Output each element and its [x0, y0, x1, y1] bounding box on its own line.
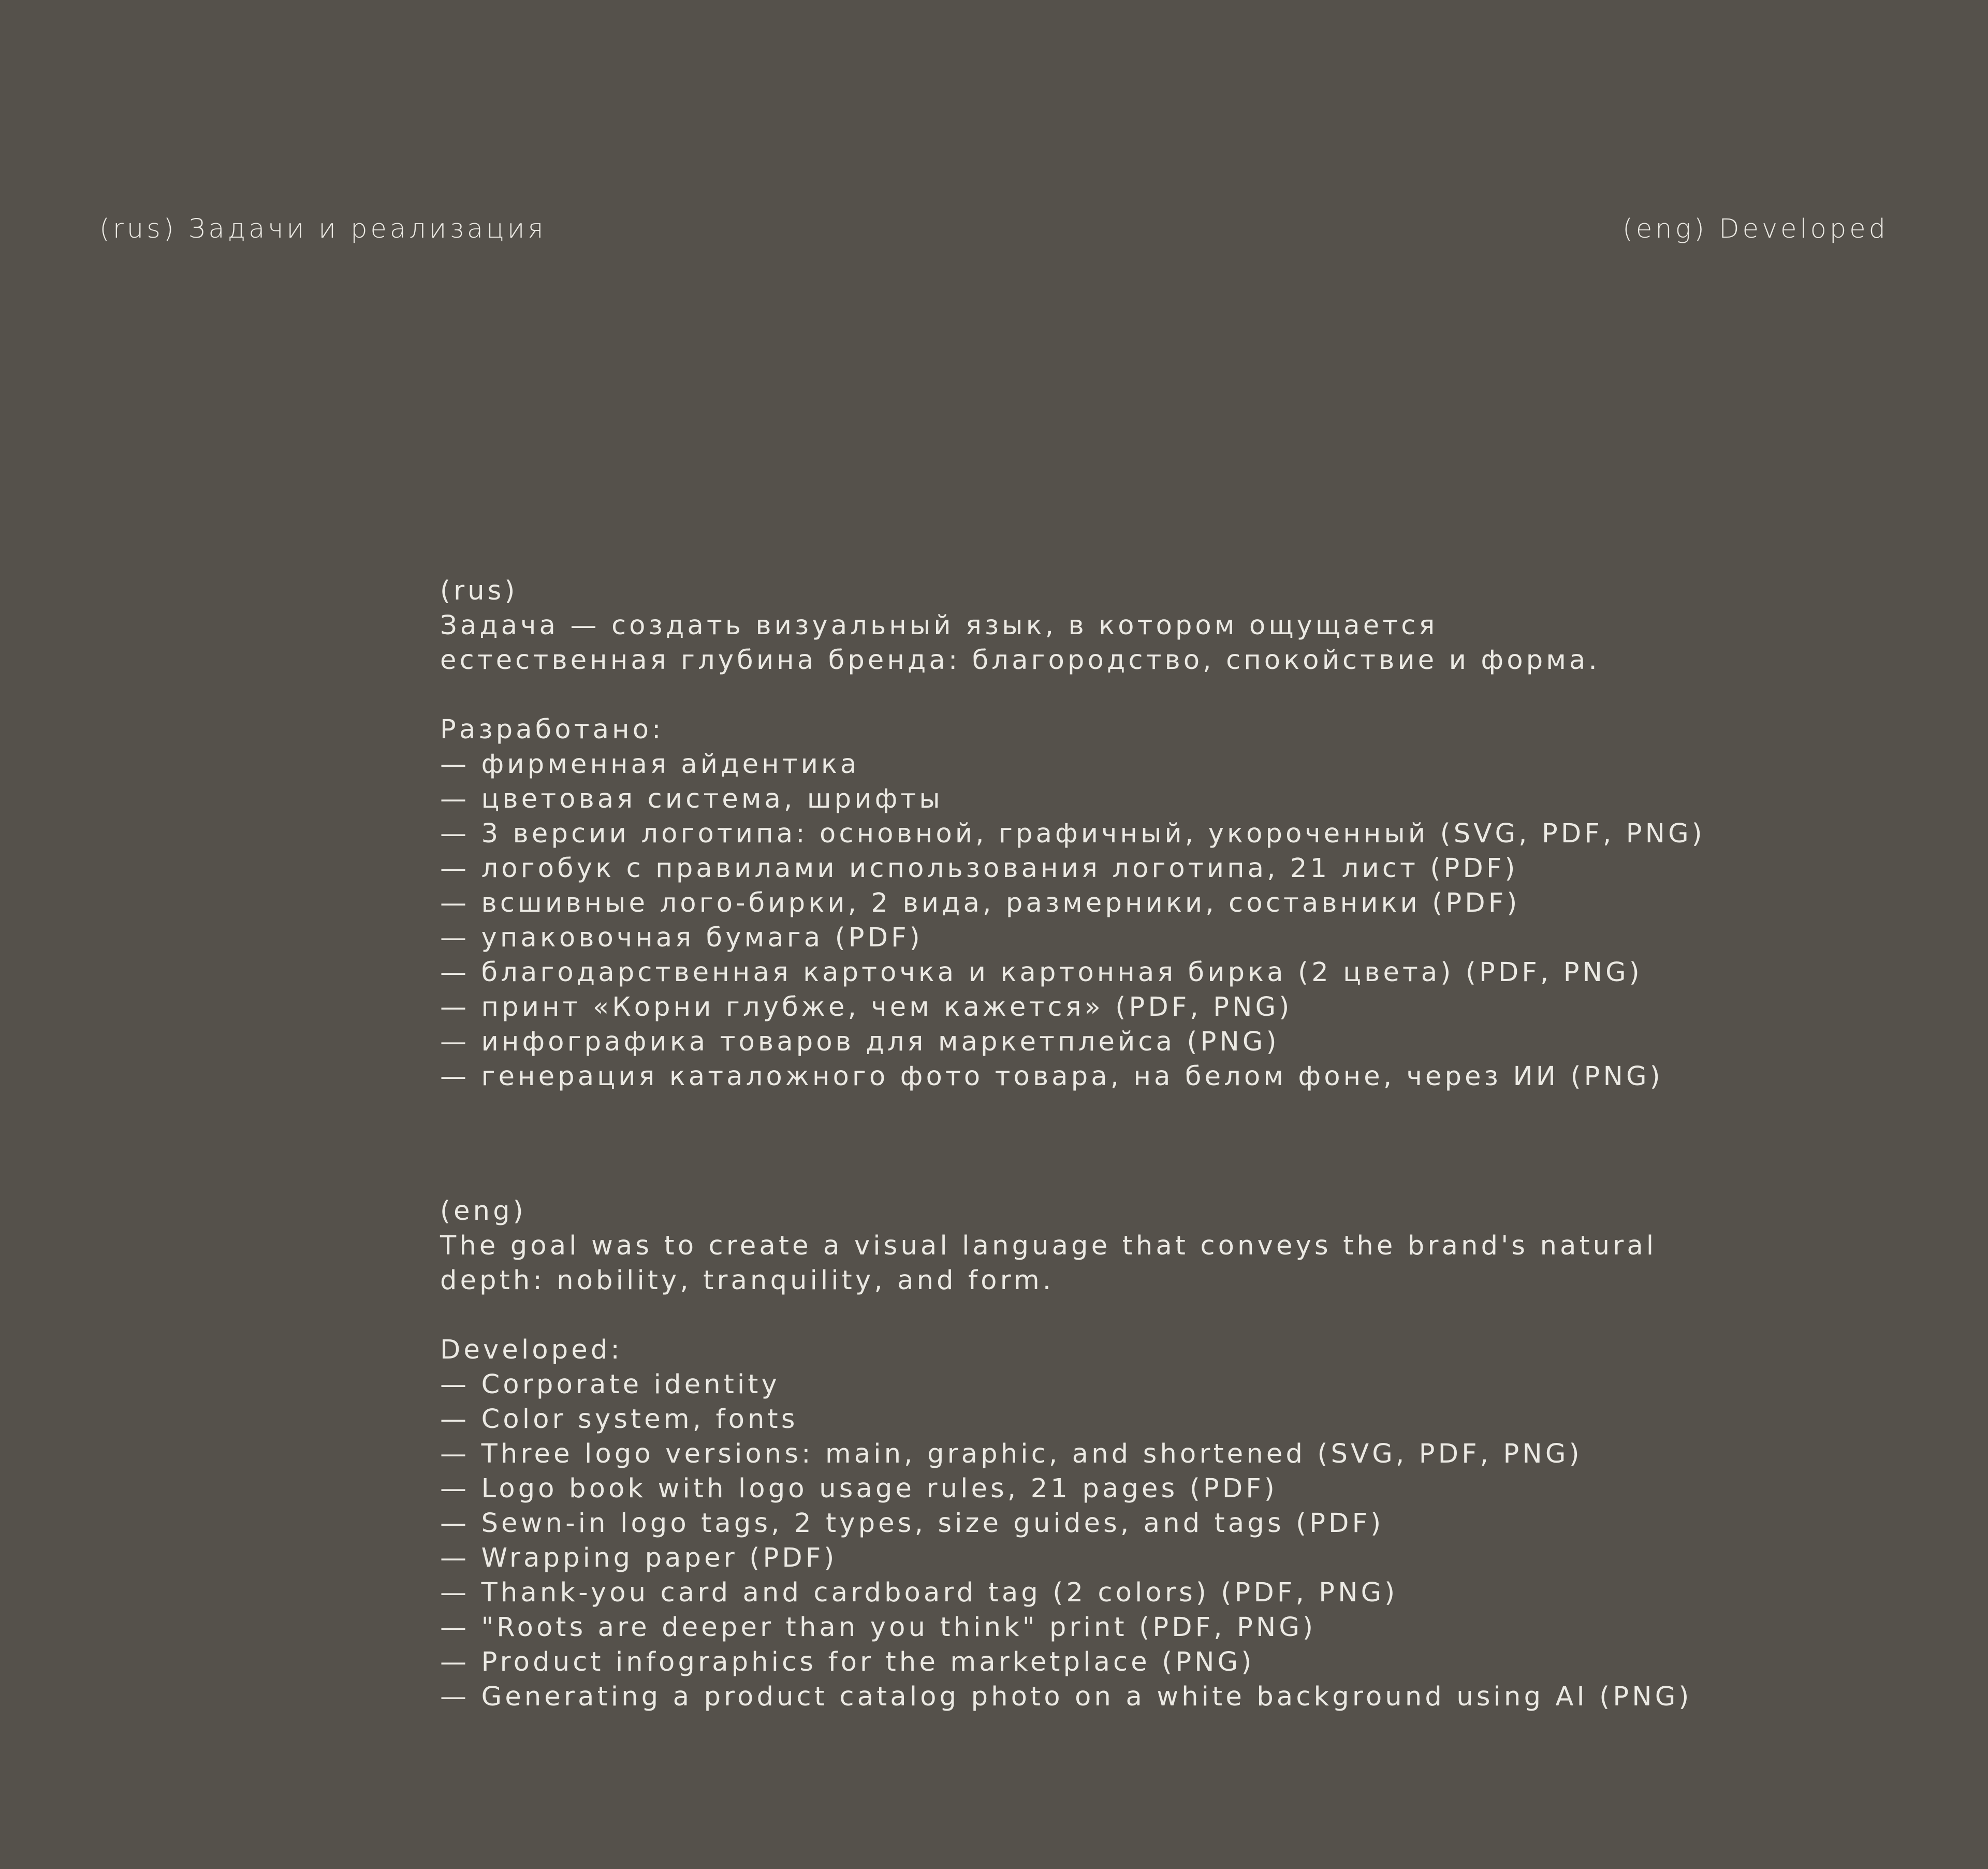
spacer [440, 678, 1705, 712]
list-item: — Corporate identity [440, 1369, 780, 1400]
rus-goal-line-1: Задача — создать визуальный язык, в котором ощущается [440, 610, 1438, 641]
list-item: — Generating a product catalog photo on a white background using AI (PNG) [440, 1682, 1692, 1712]
rus-goal-line-2: естественная глубина бренда: благородство, спокойствие и форма. [440, 645, 1600, 676]
list-item: — Three logo versions: main, graphic, and shortened (SVG, PDF, PNG) [440, 1439, 1583, 1469]
list-item: — принт «Корни глубже, чем кажется» (PDF, PNG) [440, 992, 1293, 1023]
list-item: — Wrapping paper (PDF) [440, 1543, 838, 1573]
list-item: — Thank-you card and cardboard tag (2 colors) (PDF, PNG) [440, 1578, 1398, 1608]
eng-deliverables-list [440, 1367, 1692, 1714]
list-item: — инфографика товаров для маркетплейса (PNG) [440, 1027, 1280, 1057]
header-left-label: (rus) Задачи и реализация [99, 214, 547, 244]
list-item: — Sewn-in logo tags, 2 types, size guides, and tags (PDF) [440, 1508, 1384, 1539]
eng-goal-line-2: depth: nobility, tranquility, and form. [440, 1265, 1055, 1296]
list-item: — цветовая система, шрифты [440, 784, 943, 814]
spacer [440, 1298, 1692, 1333]
eng-section [440, 1194, 1692, 1714]
rus-developed-heading: Разработано: [440, 714, 664, 745]
eng-developed-heading: Developed: [440, 1335, 623, 1365]
list-item: — 3 версии логотипа: основной, графичный, укороченный (SVG, PDF, PNG) [440, 819, 1705, 849]
list-item: — благодарственная карточка и картонная бирка (2 цвета) (PDF, PNG) [440, 957, 1643, 988]
list-item: — Product infographics for the marketplace (PNG) [440, 1647, 1255, 1677]
rus-lang-tag: (rus) [440, 576, 518, 606]
eng-lang-tag: (eng) [440, 1196, 527, 1226]
list-item: — фирменная айдентика [440, 749, 860, 780]
list-item: — упаковочная бумага (PDF) [440, 923, 923, 953]
eng-goal-line-1: The goal was to create a visual language that conveys the brand's natural [440, 1231, 1657, 1261]
header-right-label: (eng) Developed [1622, 214, 1889, 244]
list-item: — Color system, fonts [440, 1404, 798, 1435]
rus-deliverables-list [440, 747, 1705, 1094]
list-item: — генерация каталожного фото товара, на белом фоне, через ИИ (PNG) [440, 1061, 1663, 1092]
list-item: — всшивные лого-бирки, 2 вида, размерники, составники (PDF) [440, 888, 1521, 918]
list-item: — логобук с правилами использования логотипа, 21 лист (PDF) [440, 853, 1518, 884]
list-item: — Logo book with logo usage rules, 21 pages (PDF) [440, 1473, 1278, 1504]
rus-section [440, 574, 1705, 1094]
list-item: — "Roots are deeper than you think" print (PDF, PNG) [440, 1612, 1317, 1643]
